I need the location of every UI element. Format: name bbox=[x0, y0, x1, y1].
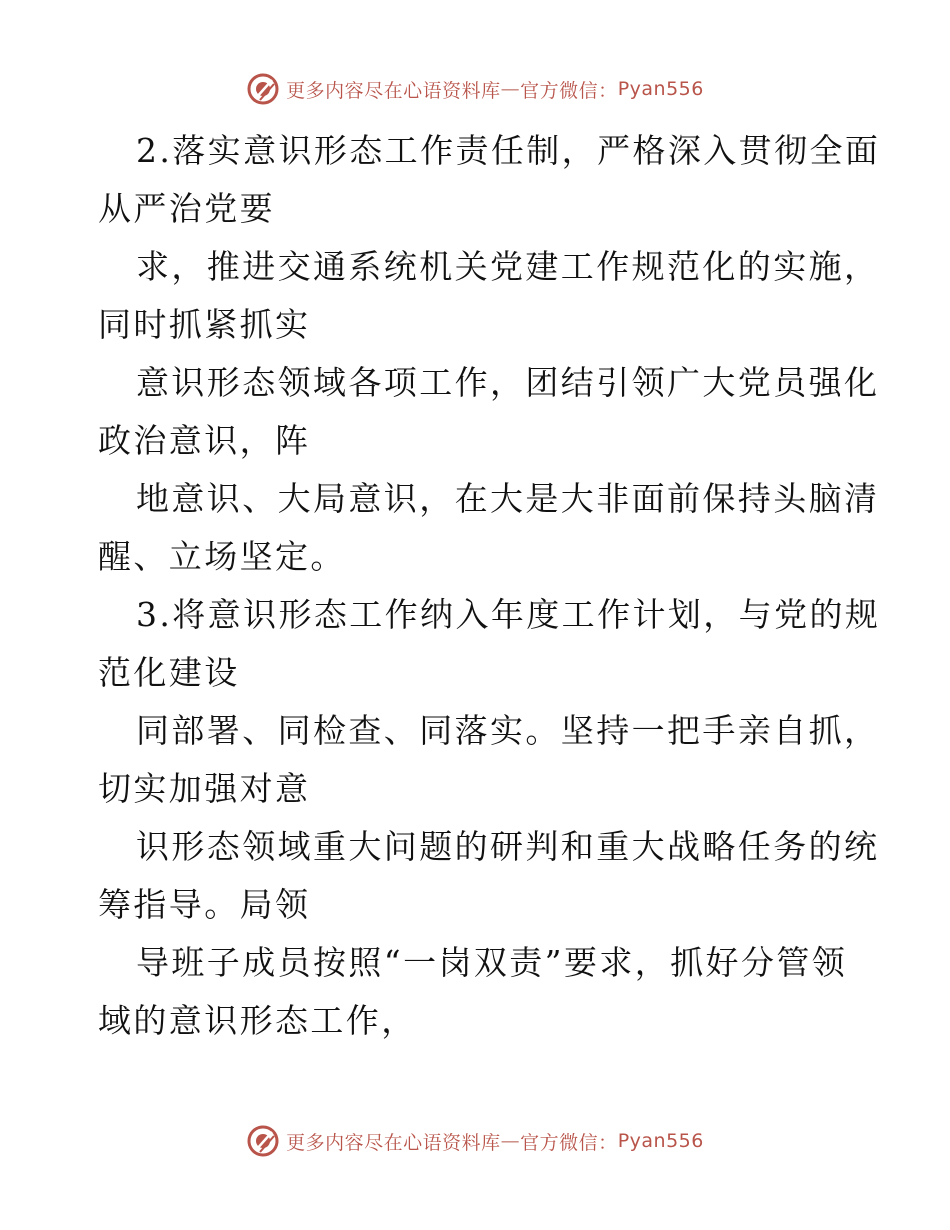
watermark-wechat-label: 官方微信： bbox=[520, 1131, 618, 1154]
watermark-wechat-id: Pyan556 bbox=[617, 1130, 704, 1152]
paragraph-line: 从严治党要 bbox=[98, 189, 275, 228]
watermark-wechat-id: Pyan556 bbox=[617, 78, 704, 100]
paragraph-line: 地意识、大局意识，在大是大非面前保持头脑清 bbox=[136, 479, 880, 518]
header-watermark bbox=[0, 72, 950, 106]
paragraph-line: 同部署、同检查、同落实。坚持一把手亲自抓， bbox=[136, 711, 880, 750]
watermark-dash: — bbox=[500, 1130, 521, 1152]
paragraph-line: 切实加强对意 bbox=[98, 769, 311, 808]
paragraph-line: 识形态领域重大问题的研判和重大战略任务的统 bbox=[136, 827, 880, 866]
paragraph-line: 导班子成员按照“一岗双责”要求，抓好分管领 bbox=[136, 943, 848, 982]
paragraph-line: 意识形态领域各项工作，团结引领广大党员强化 bbox=[136, 363, 880, 402]
paragraph-line: 筹指导。局领 bbox=[98, 885, 311, 924]
logo-seal-icon bbox=[246, 1124, 280, 1158]
paragraph-line: 2.落实意识形态工作责任制，严格深入贯彻全面 bbox=[136, 131, 881, 170]
paragraph-line: 求，推进交通系统机关党建工作规范化的实施， bbox=[136, 247, 880, 286]
watermark-wechat-label: 官方微信： bbox=[520, 79, 618, 102]
logo-seal-icon bbox=[246, 72, 280, 106]
paragraph-line: 同时抓紧抓实 bbox=[98, 305, 311, 344]
watermark-dash: — bbox=[500, 78, 521, 100]
watermark-brand: 更多内容尽在心语资料库 bbox=[286, 79, 501, 102]
footer-watermark bbox=[0, 1124, 950, 1158]
paragraph-line: 范化建设 bbox=[98, 653, 240, 692]
paragraph-line: 域的意识形态工作， bbox=[98, 1001, 417, 1040]
document-body bbox=[98, 122, 881, 1050]
paragraph-line: 醒、立场坚定。 bbox=[98, 537, 346, 576]
watermark-brand: 更多内容尽在心语资料库 bbox=[286, 1131, 501, 1154]
paragraph-line: 3.将意识形态工作纳入年度工作计划，与党的规 bbox=[136, 595, 881, 634]
paragraph-line: 政治意识，阵 bbox=[98, 421, 311, 460]
